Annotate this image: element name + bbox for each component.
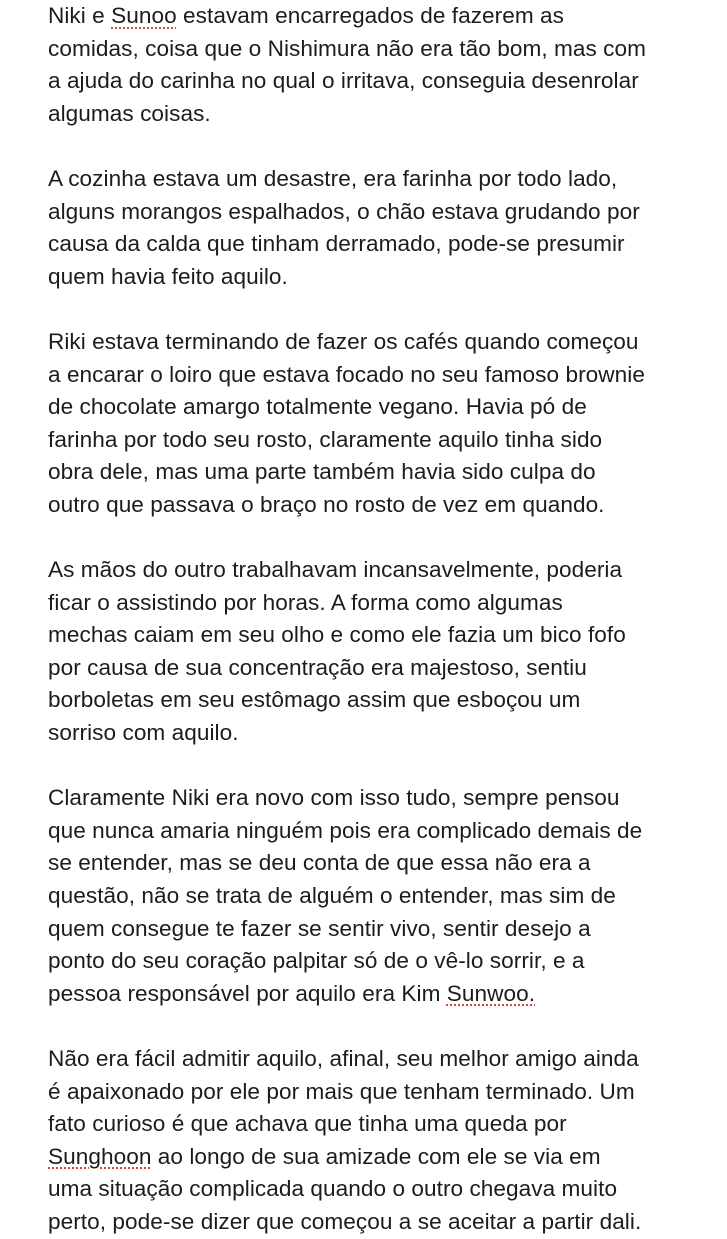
line-text: quem consegue te fazer se sentir vivo, sentir desejo a: [48, 915, 591, 941]
paragraph-gap: [48, 1010, 720, 1043]
line-text: obra dele, mas uma parte também havia sido culpa do: [48, 459, 596, 485]
line-text: A cozinha estava um desastre, era farinha por todo lado,: [48, 165, 618, 191]
text-line: [48, 424, 720, 457]
paragraph-gap: [48, 130, 720, 163]
line-text: alguns morangos espalhados, o chão estava grudando por: [48, 198, 640, 224]
line-text: borboletas em seu estômago assim que esboçou um: [48, 687, 581, 713]
line-text: ponto do seu coração palpitar só de o vê-lo sorrir, e a: [48, 948, 585, 974]
text-line: [48, 196, 720, 229]
text-line: [48, 456, 720, 489]
text-line: [48, 359, 720, 392]
paragraph-4: [48, 554, 720, 750]
line-text: é apaixonado por ele por mais que tenham terminado. Um: [48, 1078, 635, 1104]
document-body: [48, 0, 720, 1239]
text-line: [48, 228, 720, 261]
text-line: [48, 619, 720, 652]
text-line: [48, 684, 720, 717]
line-text: Não era fácil admitir aquilo, afinal, seu melhor amigo ainda: [48, 1046, 639, 1071]
line-text: quem havia feito aquilo.: [48, 263, 288, 289]
text-line: [48, 587, 720, 620]
line-text: algumas coisas.: [48, 100, 211, 126]
line-text: comidas, coisa que o Nishimura não era tão bom, mas com: [48, 35, 646, 61]
line-text: ficar o assistindo por horas. A forma como algumas: [48, 589, 563, 615]
text-line: [48, 65, 720, 98]
text-line: [48, 98, 720, 131]
spellcheck-word[interactable]: Sunoo: [111, 3, 177, 28]
text-line: [48, 945, 720, 978]
line-text: farinha por todo seu rosto, claramente aquilo tinha sido: [48, 426, 603, 452]
text-line: [48, 1076, 720, 1109]
text-line: [48, 391, 720, 424]
paragraph-5: [48, 782, 720, 1010]
text-line: [48, 163, 720, 196]
text-line: [48, 652, 720, 685]
text-line: [48, 33, 720, 66]
paragraph-gap: [48, 293, 720, 326]
text-line: [48, 880, 720, 913]
line-text: que nunca amaria ninguém pois era complicado demais de: [48, 817, 643, 843]
paragraph-gap: [48, 750, 720, 783]
line-text: Niki e: [48, 3, 112, 28]
paragraph-1: [48, 0, 720, 130]
text-line: [48, 326, 720, 359]
line-text: Riki estava terminando de fazer os cafés quando começou: [48, 328, 639, 354]
spellcheck-word[interactable]: Sunwoo.: [446, 980, 536, 1006]
text-line: [48, 554, 720, 587]
line-text: outro que passava o braço no rosto de vez em quando.: [48, 491, 605, 517]
line-text-tail: estavam encarregados de fazerem as: [176, 3, 565, 28]
line-text: Claramente Niki era novo com isso tudo, sempre pensou: [48, 785, 620, 811]
paragraph-6: [48, 1043, 720, 1239]
line-text: por causa de sua concentração era majestoso, sentiu: [48, 654, 587, 680]
line-text: fato curioso é que achava que tinha uma queda por: [48, 1111, 567, 1137]
line-text: a encarar o loiro que estava focado no seu famoso brownie: [48, 361, 645, 387]
text-line: [48, 489, 720, 522]
line-text: As mãos do outro trabalhavam incansavelmente, poderia: [48, 557, 623, 583]
line-text: a ajuda do carinha no qual o irritava, conseguia desenrolar: [48, 68, 639, 94]
paragraph-3: [48, 326, 720, 522]
paragraph-2: [48, 163, 720, 293]
line-text: perto, pode-se dizer que começou a se aceitar a partir dali.: [48, 1208, 642, 1234]
text-line: [48, 1206, 720, 1239]
spellcheck-word[interactable]: Sunghoon: [48, 1143, 152, 1169]
text-line: [48, 0, 720, 33]
text-line: [48, 978, 720, 1011]
text-line: [48, 913, 720, 946]
text-line: [48, 261, 720, 294]
text-line: [48, 815, 720, 848]
line-text: se entender, mas se deu conta de que essa não era a: [48, 850, 591, 876]
line-text: mechas caiam em seu olho e como ele fazia um bico fofo: [48, 622, 626, 648]
text-line: [48, 1108, 720, 1141]
line-text: uma situação complicada quando o outro chegava muito: [48, 1176, 618, 1202]
line-text: de chocolate amargo totalmente vegano. Havia pó de: [48, 394, 587, 420]
text-line: [48, 717, 720, 750]
line-text: sorriso com aquilo.: [48, 720, 239, 746]
line-text: causa da calda que tinham derramado, pode-se presumir: [48, 231, 625, 257]
text-line: [48, 1141, 720, 1174]
line-text-tail: ao longo de sua amizade com ele se via em: [151, 1143, 601, 1169]
paragraph-gap: [48, 522, 720, 555]
text-line: [48, 847, 720, 880]
line-text: pessoa responsável por aquilo era Kim: [48, 980, 447, 1006]
line-text: questão, não se trata de alguém o entender, mas sim de: [48, 883, 616, 909]
text-line: [48, 782, 720, 815]
text-line: [48, 1173, 720, 1206]
text-line: [48, 1043, 720, 1076]
